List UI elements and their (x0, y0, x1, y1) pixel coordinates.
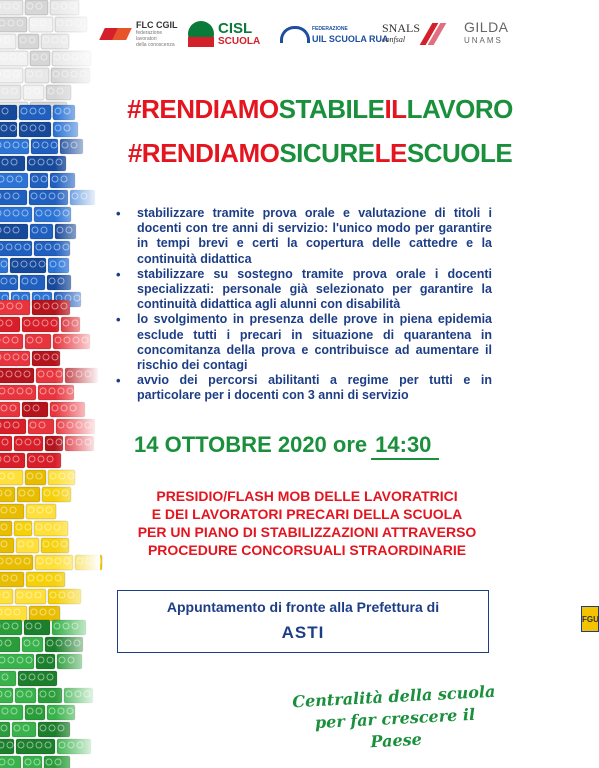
demand-item: • stabilizzare su sostegno tramite prova orale i docenti specializzati: personale già selezionato per garantire la continuità didattica agli alunni con disabilità (114, 267, 492, 313)
presidio-description (110, 487, 504, 559)
slogan-line2: per far crescere il Paese (314, 704, 476, 752)
fgu-badge: FGU (581, 606, 599, 632)
presidio-line: PRESIDIO/FLASH MOB DELLE LAVORATRICI (156, 488, 458, 504)
gilda-name: GILDA (464, 19, 509, 35)
gilda-sub: UNAMS (464, 36, 503, 45)
title2-part2: SICURE (279, 138, 375, 168)
uil-pre: FEDERAZIONE (312, 26, 348, 32)
demand-item: • stabilizzare tramite prova orale e valutazione di titoli i docenti con tre anni di servizio: l'unico modo per garantire in tempi brevi e certi la copertura delle cattedre e la continuità didattica (114, 206, 492, 267)
cisl-circle-icon (188, 21, 214, 47)
snals-confsal-logo (382, 16, 442, 52)
title2-part3: LE (374, 138, 407, 168)
location-label: Appuntamento di fronte alla Prefettura di (166, 599, 440, 615)
uil-name: UIL SCUOLA RUA (312, 34, 389, 44)
presidio-line: PROCEDURE CONCORSUALI STRAORDINARIE (147, 542, 467, 558)
event-time: 14:30 (371, 432, 439, 460)
presidio-line: PER UN PIANO DI STABILIZZAZIONI ATTRAVERSO (137, 524, 477, 540)
location-city: ASTI (281, 623, 325, 642)
flc-cgil-logo (100, 16, 178, 52)
title1-part3: IL (384, 94, 407, 124)
hashtag-title-lavoro (100, 94, 540, 125)
lego-fade-overlay (0, 0, 100, 768)
event-date (134, 432, 439, 460)
uil-scuola-rua-logo (280, 16, 389, 52)
uil-arc-icon (280, 26, 310, 43)
snals-sub: confsal (382, 35, 406, 44)
title1-part4: LAVORO (406, 94, 513, 124)
demand-item: • lo svolgimento in presenza delle prove in piena epidemia esclude tutti i precari in situazione di quarantena in concomitanza della prova e contribuisce ad aumentare il rischio dei contagi (114, 312, 492, 373)
gilda-unams-logo (464, 16, 599, 624)
demands-list (114, 206, 492, 404)
location-box (117, 590, 489, 653)
title1-part1: #RENDIAMO (127, 94, 279, 124)
event-date-text: 14 OTTOBRE 2020 ore (134, 432, 368, 457)
cisl-name: CISL (218, 19, 253, 37)
presidio-line: E DEI LAVORATORI PRECARI DELLA SCUOLA (151, 506, 463, 522)
flc-cgil-mark-icon (100, 25, 132, 43)
flc-cgil-name: FLC CGIL (136, 20, 178, 30)
title1-part2: STABILE (278, 94, 385, 124)
flc-cgil-sub3: della conoscenza (136, 42, 175, 48)
title2-part4: SCUOLE (406, 138, 513, 168)
cisl-scuola-logo (188, 16, 260, 52)
flc-cgil-sub2: lavoratori (136, 36, 157, 42)
cisl-sub: SCUOLA (218, 35, 261, 47)
hashtag-title-scuole (100, 138, 540, 169)
snals-mark-icon (422, 23, 442, 45)
demand-item: • avvio dei percorsi abilitanti a regime per tutti e in particolare per i docenti con 3 anni di servizio (114, 373, 492, 403)
title2-part1: #RENDIAMO (127, 138, 280, 168)
snals-name: SNALS (382, 21, 421, 35)
slogan (288, 681, 501, 758)
flc-cgil-sub1: federazione (136, 30, 163, 36)
slogan-line1: Centralità della scuola (291, 681, 496, 712)
lego-bricks-decoration (0, 0, 100, 768)
